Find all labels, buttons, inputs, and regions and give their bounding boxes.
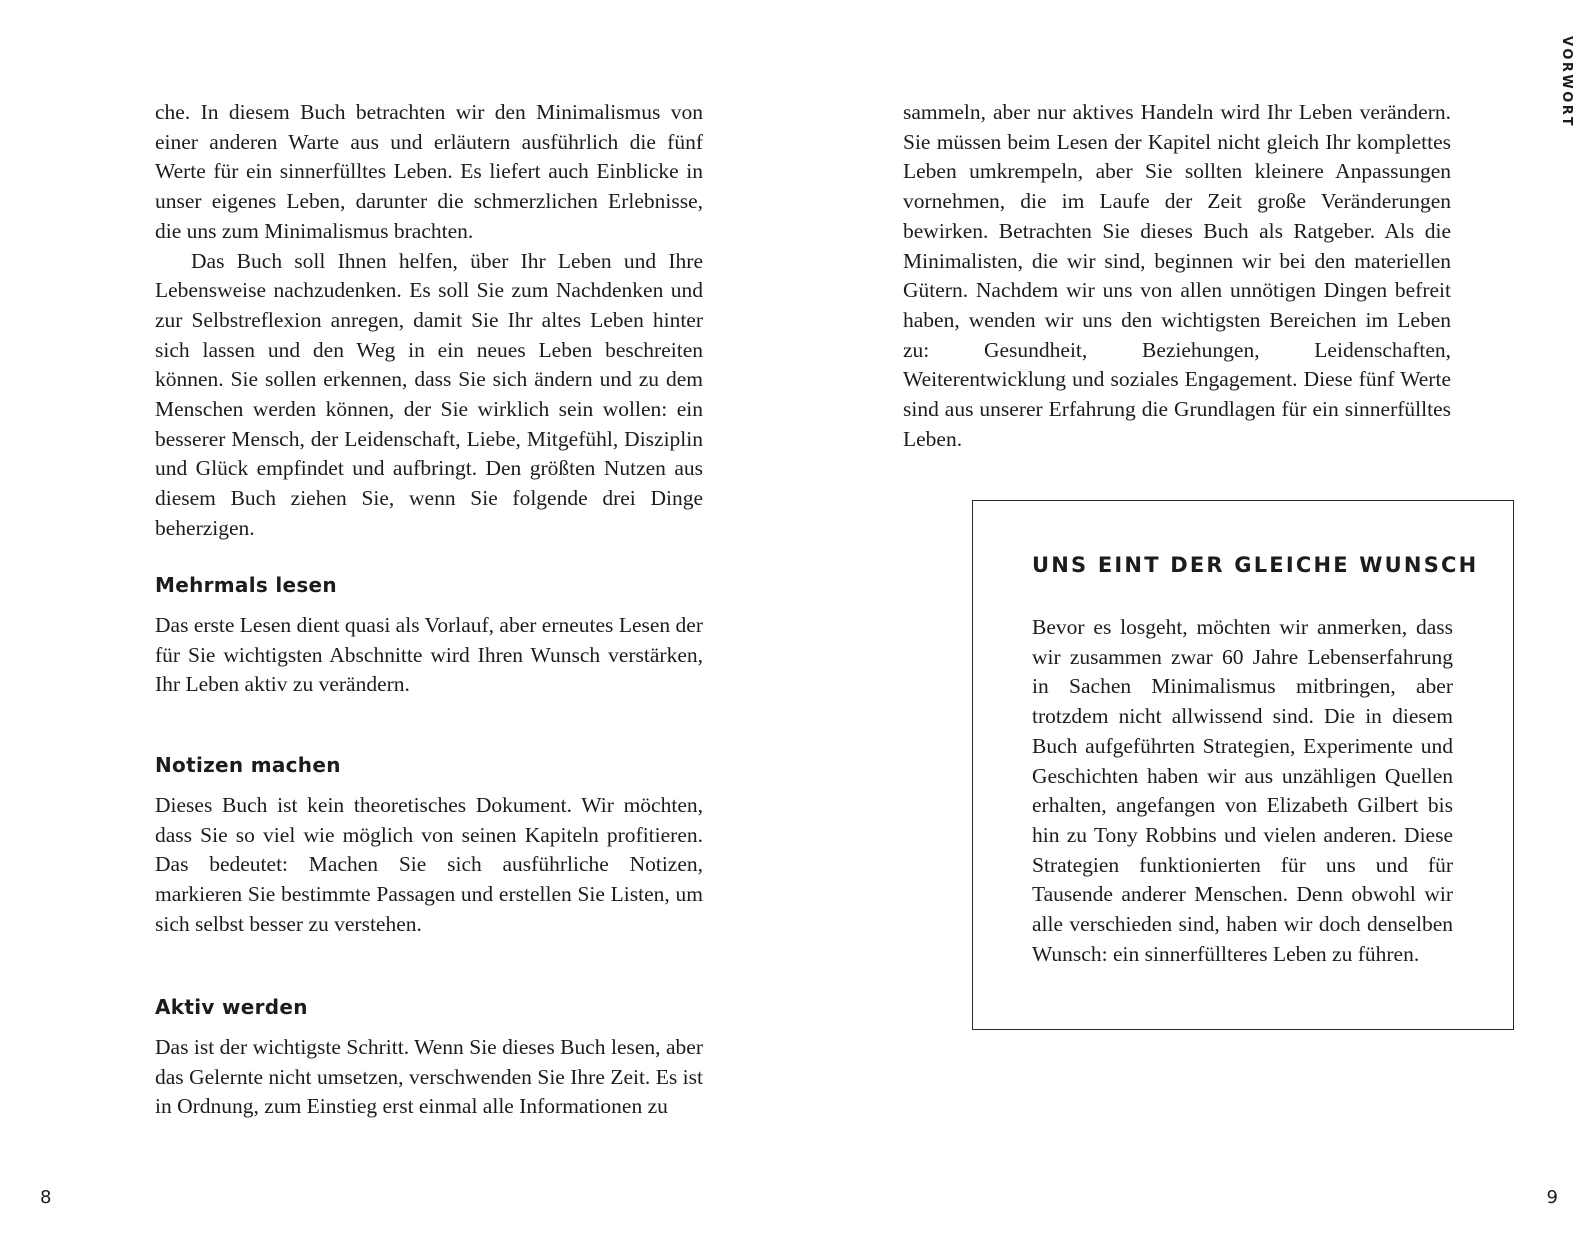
running-head: VORWORT: [1559, 36, 1574, 129]
info-box-text: Bevor es losgeht, möchten wir anmerken, dass wir zusammen zwar 60 Jahre Lebenserfahrung in Sachen Minimalismus mitbringen, aber trotzdem nicht allwissend sind. Die in diesem Buch aufgeführten Strategien, Experimente und Geschichten haben wir aus unzähligen Quellen erhalten, angefangen von Elizabeth Gilbert bis hin zu Tony Robbins und vielen anderen. Diese Strategien funktionierten für uns und für Tausende anderer Menschen. Denn obwohl wir alle verschieden sind, haben wir doch denselben Wunsch: ein sinnerfüllteres Leben zu führen.: [1032, 615, 1453, 966]
left-intro-text: [155, 98, 703, 544]
section-heading-notizen-machen: Notizen machen: [155, 753, 341, 777]
section-text-mehrmals-lesen: Das erste Lesen dient quasi als Vorlauf, aber erneutes Lesen der für Sie wichtigsten Abschnitte wird Ihren Wunsch verstärken, Ihr Leben aktiv zu verändern.: [155, 613, 703, 697]
section-heading-aktiv-werden: Aktiv werden: [155, 995, 308, 1019]
right-paragraph: sammeln, aber nur aktives Handeln wird Ihr Leben verändern. Sie müssen beim Lesen der Kapitel nicht gleich Ihr komplettes Leben umkrempeln, aber Sie sollten kleinere Anpassungen vornehmen, die im Laufe der Zeit große Veränderungen bewirken. Betrachten Sie dieses Buch als Ratgeber. Als die Minimalisten, die wir sind, beginnen wir bei den materiellen Gütern. Nachdem wir uns von allen unnötigen Dingen befreit haben, wenden wir uns den wichtigsten Bereichen im Leben zu: Gesundheit, Beziehungen, Leidenschaften, Weiterentwicklung und soziales Engagement. Diese fünf Werte sind aus unserer Erfahrung die Grundlagen für ein sinnerfülltes Leben.: [903, 100, 1451, 451]
section-heading-mehrmals-lesen: Mehrmals lesen: [155, 573, 337, 597]
info-box-title: UNS EINT DER GLEICHE WUNSCH: [1032, 553, 1479, 577]
section-text-aktiv-werden: Das ist der wichtigste Schritt. Wenn Sie dieses Buch lesen, aber das Gelernte nicht umsetzen, verschwenden Sie Ihre Zeit. Es ist in Ordnung, zum Einstieg erst einmal alle Informationen zu: [155, 1035, 703, 1119]
intro-paragraph-2: Das Buch soll Ihnen helfen, über Ihr Leben und Ihre Lebensweise nachzudenken. Es soll Sie zum Nachdenken und zur Selbstreflexion anregen, damit Sie Ihr altes Leben hinter sich lassen und den Weg in ein neues Leben beschreiten können. Sie sollen erkennen, dass Sie sich ändern und zu dem Menschen werden können, der Sie wirklich sein wollen: ein besserer Mensch, der Leidenschaft, Liebe, Mitgefühl, Disziplin und Glück empfindet und aufbringt. Den größten Nutzen aus diesem Buch ziehen Sie, wenn Sie folgende drei Dinge beherzigen.: [155, 248, 703, 540]
page-number-right: 9: [1546, 1187, 1558, 1208]
intro-paragraph-1: che. In diesem Buch betrachten wir den Minimalismus von einer anderen Warte aus und erläutern ausführlich die fünf Werte für ein sinnerfülltes Leben. Es liefert auch Einblicke in unser eigenes Leben, darunter die schmerzlichen Erlebnisse, die uns zum Minimalismus brachten.: [155, 100, 703, 243]
info-box: [972, 500, 1514, 1030]
section-text-notizen-machen: Dieses Buch ist kein theoretisches Dokument. Wir möchten, dass Sie so viel wie möglich von seinen Kapiteln profitieren. Das bedeutet: Machen Sie sich ausführliche Notizen, markieren Sie bestimmte Passagen und erstellen Sie Listen, um sich selbst besser zu verstehen.: [155, 793, 703, 936]
page-number-left: 8: [40, 1187, 52, 1208]
